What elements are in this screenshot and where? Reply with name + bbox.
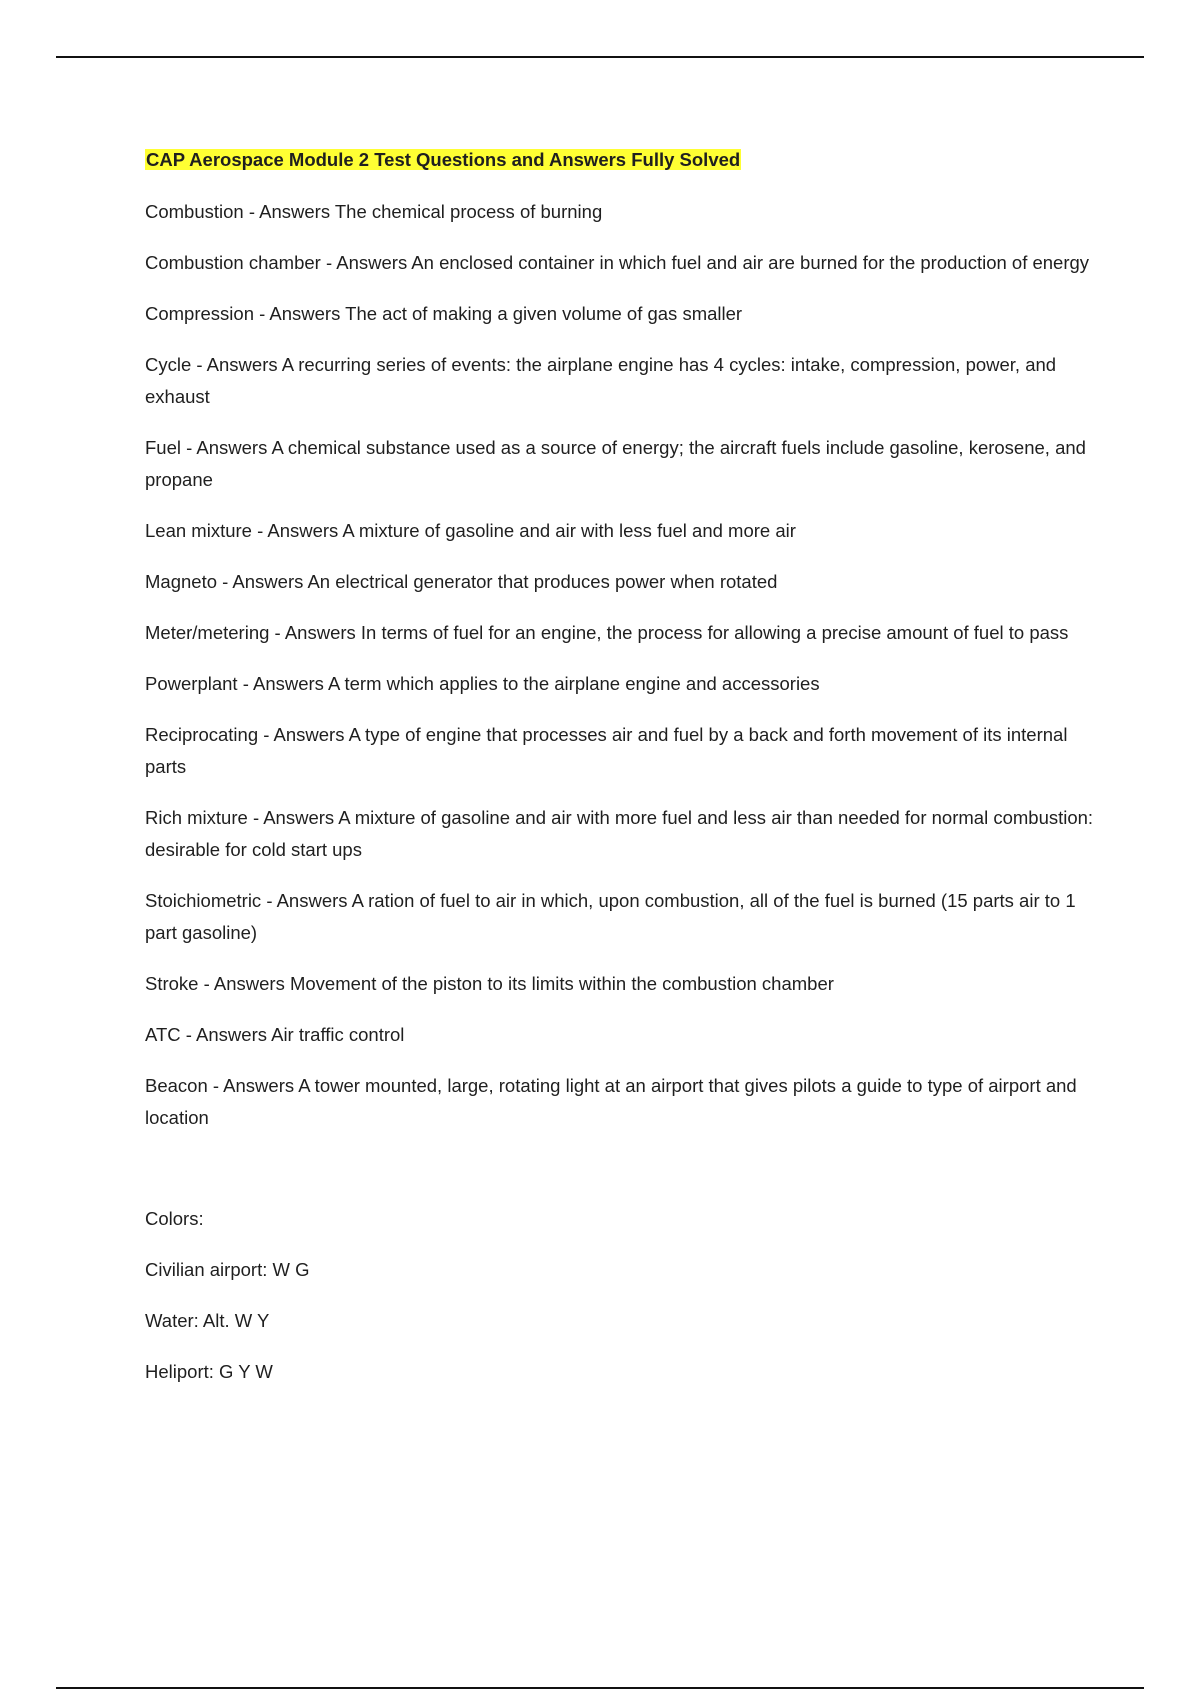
entry-beacon: Beacon - Answers A tower mounted, large, rotating light at an airport that gives pilots a guide to type of airport and location	[145, 1075, 1077, 1128]
color-civilian-airport: Civilian airport: W G	[145, 1259, 310, 1280]
entry-rich-mixture: Rich mixture - Answers A mixture of gasoline and air with more fuel and less air than needed for normal combustion: desirable for cold start ups	[145, 807, 1094, 860]
entry-powerplant: Powerplant - Answers A term which applies to the airplane engine and accessories	[145, 673, 820, 694]
top-rule	[56, 56, 1144, 58]
entry-cycle: Cycle - Answers A recurring series of events: the airplane engine has 4 cycles: intake, compression, power, and exhaust	[145, 354, 1057, 407]
section-spacer	[145, 1153, 1095, 1203]
bottom-rule	[56, 1687, 1144, 1689]
entry-atc: ATC - Answers Air traffic control	[145, 1024, 405, 1045]
entry-combustion: Combustion - Answers The chemical process of burning	[145, 201, 603, 222]
entry-stoichiometric: Stoichiometric - Answers A ration of fuel to air in which, upon combustion, all of the fuel is burned (15 parts air to 1 part gasoline)	[145, 890, 1076, 943]
color-heliport: Heliport: G Y W	[145, 1361, 273, 1382]
entry-magneto: Magneto - Answers An electrical generator that produces power when rotated	[145, 571, 778, 592]
entry-compression: Compression - Answers The act of making a given volume of gas smaller	[145, 303, 743, 324]
entry-fuel: Fuel - Answers A chemical substance used as a source of energy; the aircraft fuels include gasoline, kerosene, and propane	[145, 437, 1086, 490]
title-line	[145, 144, 1095, 176]
color-water: Water: Alt. W Y	[145, 1310, 270, 1331]
entry-metering: Meter/metering - Answers In terms of fuel for an engine, the process for allowing a precise amount of fuel to pass	[145, 622, 1069, 643]
entry-combustion-chamber: Combustion chamber - Answers An enclosed container in which fuel and air are burned for the production of energy	[145, 252, 1090, 273]
entry-reciprocating: Reciprocating - Answers A type of engine that processes air and fuel by a back and forth movement of its internal parts	[145, 724, 1068, 777]
document-body	[145, 144, 1095, 1407]
entry-stroke: Stroke - Answers Movement of the piston to its limits within the combustion chamber	[145, 973, 834, 994]
colors-heading: Colors:	[145, 1208, 204, 1229]
document-title: CAP Aerospace Module 2 Test Questions and Answers Fully Solved	[146, 149, 741, 170]
entry-lean-mixture: Lean mixture - Answers A mixture of gasoline and air with less fuel and more air	[145, 520, 796, 541]
